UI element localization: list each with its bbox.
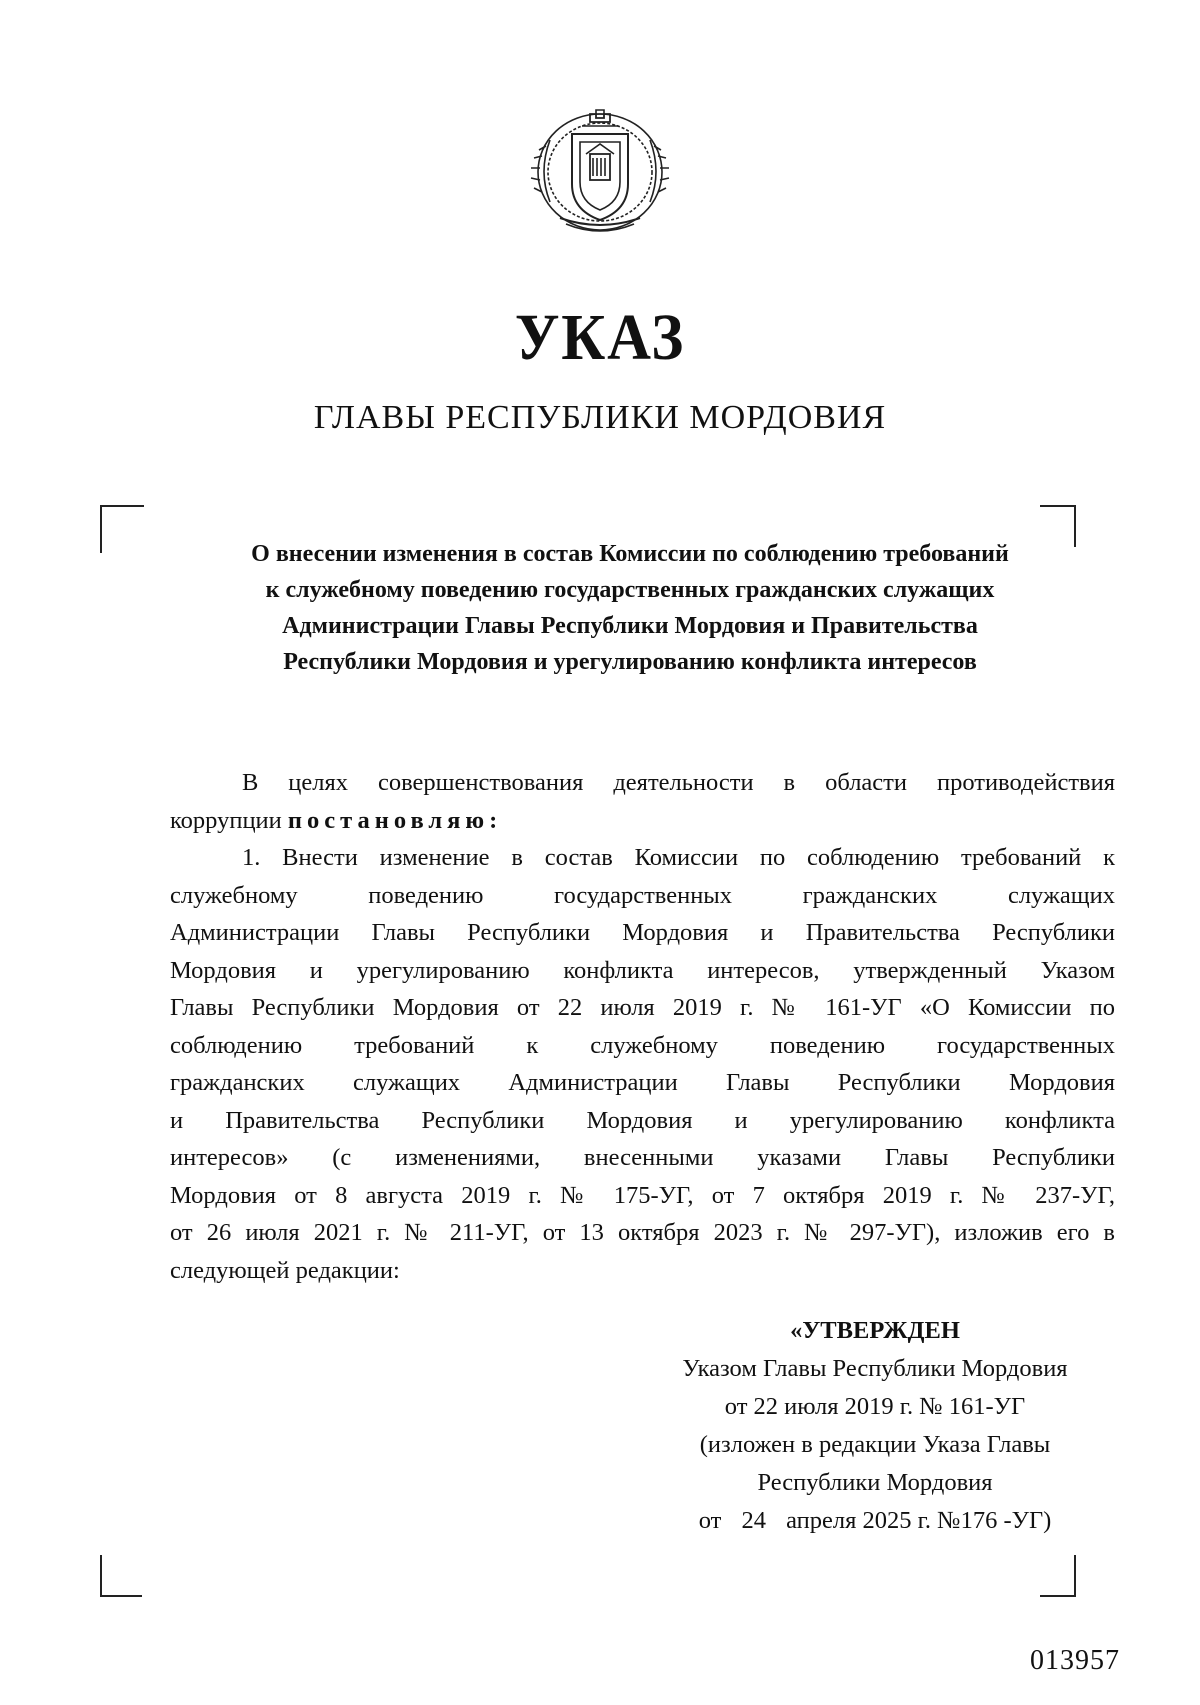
subject-line: к служебному поведению государственных гражданских служащих: [265, 577, 995, 603]
item-line: и Правительства Республики Мордовия и урегулированию конфликта: [170, 1106, 1115, 1134]
item-line: интересов» (с изменениями, внесенными указами Главы Республики: [170, 1144, 1115, 1171]
item-line: соблюдению требований к служебному поведению государственных: [170, 1031, 1115, 1059]
approval-date-mid: апреля 2025 г. №: [779, 1507, 961, 1534]
preamble-line: [170, 802, 1115, 840]
item-line: гражданских служащих Администрации Главы Республики Мордовия: [170, 1069, 1115, 1096]
item-line: служебному поведению государственных гражданских служащих: [170, 881, 1115, 909]
coat-of-arms-icon: [520, 92, 680, 240]
approval-date-suffix: -УГ): [997, 1507, 1052, 1534]
approval-line: от 22 июля 2019 г. № 161-УГ: [724, 1393, 1026, 1420]
corner-bracket-top-left: [100, 505, 144, 553]
approval-line: (изложен в редакции Указа Главы: [699, 1431, 1051, 1458]
approval-number: 176: [960, 1507, 998, 1534]
preamble-prefix: коррупции: [170, 806, 288, 834]
decree-word: постановляю:: [287, 806, 503, 834]
approval-line: Указом Главы Республики Мордовия: [682, 1355, 1068, 1382]
subject-line: Республики Мордовия и урегулированию конфликта интересов: [283, 649, 977, 675]
approval-heading: «УТВЕРЖДЕН: [790, 1317, 960, 1344]
approval-block: [635, 1312, 1115, 1540]
corner-bracket-bottom-left: [100, 1555, 142, 1597]
registration-number: 013957: [1030, 1645, 1120, 1676]
approval-day: 24: [741, 1507, 766, 1534]
approval-line: Республики Мордовия: [757, 1469, 993, 1496]
corner-bracket-bottom-right: [1040, 1555, 1076, 1597]
approval-date-prefix: от: [698, 1507, 728, 1534]
approval-date-line: [635, 1502, 1115, 1540]
preamble: [170, 764, 1115, 839]
item-line: Администрации Главы Республики Мордовия и Правительства Республики: [170, 919, 1115, 946]
subject-line: О внесении изменения в состав Комиссии по соблюдению требований: [251, 541, 1009, 567]
document-issuer: ГЛАВЫ РЕСПУБЛИКИ МОРДОВИЯ: [313, 399, 887, 436]
document-title: УКАЗ: [514, 301, 686, 374]
item-line: от 26 июля 2021 г. № 211-УГ, от 13 октября 2023 г. № 297-УГ), изложив его в: [170, 1219, 1115, 1246]
item-line: Мордовия и урегулированию конфликта интересов, утвержденный Указом: [170, 956, 1115, 984]
item-line: Мордовия от 8 августа 2019 г. № 175-УГ, от 7 октября 2019 г. № 237-УГ,: [170, 1181, 1115, 1209]
item-line: следующей редакции:: [170, 1256, 400, 1284]
preamble-line: В целях совершенствования деятельности в области противодействия: [242, 769, 1115, 796]
subject-line: Администрации Главы Республики Мордовия и Правительства: [282, 613, 978, 639]
item-1: [170, 839, 1115, 1289]
subject-heading: [170, 536, 1090, 680]
item-line: 1. Внести изменение в состав Комиссии по соблюдению требований к: [242, 844, 1115, 871]
item-line: Главы Республики Мордовия от 22 июля 2019 г. № 161-УГ «О Комиссии по: [170, 994, 1115, 1021]
